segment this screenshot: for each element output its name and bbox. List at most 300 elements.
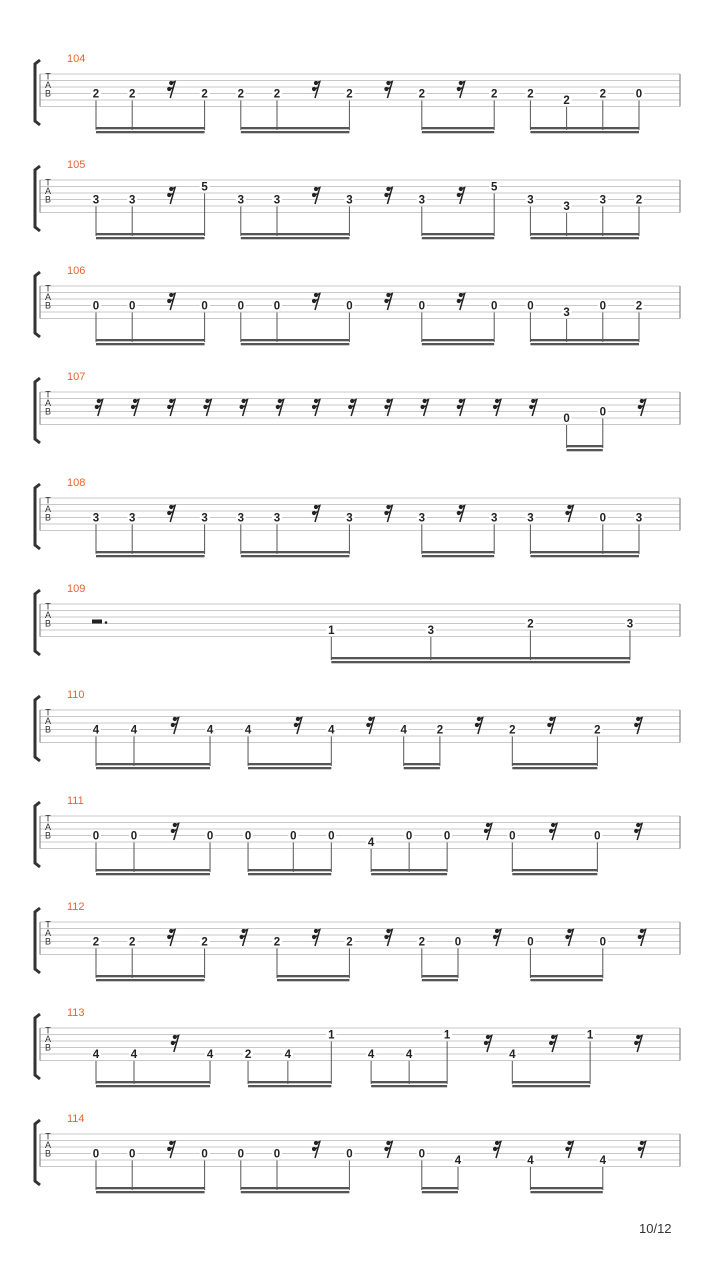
tab-clef-letter: T [45,601,51,612]
sixteenth-rest-icon [457,81,465,98]
fret-number: 2 [128,88,136,101]
tab-system [35,159,680,239]
fret-number: 3 [626,618,634,631]
beam [96,127,205,129]
tab-clef-letter: B [44,194,52,205]
sixteenth-rest-icon [549,1035,557,1052]
fret-number: 2 [635,194,643,207]
tab-clef-letter: T [45,813,51,824]
fret-number: 2 [594,724,601,737]
sixteenth-rest-icon [484,823,492,840]
measure-number: 113 [67,1007,85,1019]
beam [404,767,440,769]
beam [371,869,447,871]
sixteenth-rest-icon [457,187,465,204]
fret-number: 4 [206,1049,214,1061]
tab-clef-letter: A [44,716,52,727]
sixteenth-rest-icon [565,1141,573,1158]
sixteenth-rest-icon [384,81,392,98]
fret-number: 2 [346,936,353,949]
beam [241,343,350,345]
fret-number: 0 [527,300,534,313]
beam [248,873,331,875]
beam [422,1187,458,1189]
fret-number: 5 [201,181,208,194]
fret-number: 4 [527,1155,534,1167]
fret-number: 1 [443,1029,451,1042]
sixteenth-rest-icon [171,823,179,840]
fret-number: 3 [418,512,426,525]
beam [512,1081,590,1083]
beam [96,767,210,769]
fret-number: 1 [586,1029,594,1042]
system-bracket [35,166,40,231]
fret-number: 0 [92,830,100,843]
fret-number: 0 [599,512,607,525]
beam [241,555,350,557]
fret-number: 0 [244,830,252,843]
beam [422,233,494,235]
fret-number: 1 [328,1029,335,1042]
beam [96,1085,210,1087]
fret-number: 0 [599,936,607,949]
beam [248,1081,331,1083]
sixteenth-rest-icon [312,187,320,204]
beam [277,979,349,981]
beam [530,131,639,133]
fret-number: 3 [563,201,570,213]
fret-number: 3 [346,512,353,525]
beam [530,551,639,553]
fret-number: 2 [563,95,570,107]
tab-clef-letter: T [45,495,51,506]
fret-number: 3 [527,512,534,525]
sixteenth-rest-icon [457,293,465,310]
fret-number: 4 [328,724,335,737]
fret-number: 2 [436,724,444,737]
sixteenth-rest-icon [638,1141,646,1158]
measure-number: 105 [67,159,86,171]
fret-number: 4 [405,1049,413,1061]
sixteenth-rest-icon [312,293,320,310]
sixteenth-rest-icon [457,399,465,416]
beam [96,869,210,871]
fret-number: 3 [201,512,208,525]
tab-clef-letter: B [44,512,52,523]
fret-number: 0 [273,1148,281,1161]
beam [371,1081,447,1083]
sixteenth-rest-icon [493,399,501,416]
sixteenth-rest-icon [475,717,483,734]
sixteenth-rest-icon [203,399,211,416]
tab-clef-letter: B [44,88,52,99]
fret-number: 2 [237,88,245,101]
fret-number: 0 [201,1148,208,1161]
fret-number: 2 [244,1049,252,1061]
sixteenth-rest-icon [634,717,642,734]
measure-number: 107 [67,371,86,383]
beam [422,975,458,977]
beam [530,237,639,239]
fret-number: 0 [201,300,208,313]
sixteenth-rest-icon [95,399,103,416]
fret-number: 2 [509,724,516,737]
fret-number: 4 [92,724,100,737]
beam [512,1085,590,1087]
beam [96,339,205,341]
beam [530,979,602,981]
fret-number: 3 [237,512,245,525]
sixteenth-rest-icon [565,505,573,522]
fret-number: 4 [206,724,214,737]
tab-clef-letter: T [45,919,51,930]
sixteenth-rest-icon [565,929,573,946]
beam [422,237,494,239]
fret-number: 5 [490,181,498,194]
fret-number: 2 [92,88,100,101]
sixteenth-rest-icon [547,717,555,734]
beam [241,551,350,553]
fret-number: 4 [454,1155,462,1167]
fret-number: 3 [128,512,136,525]
tab-clef-letter: A [44,186,52,197]
fret-number: 2 [527,618,534,631]
beam [241,1191,350,1193]
fret-number: 2 [418,936,426,949]
beam [241,131,350,133]
sixteenth-rest-icon [167,187,175,204]
beam [96,551,205,553]
tab-clef-letter: T [45,389,51,400]
sixteenth-rest-icon [384,399,392,416]
sixteenth-rest-icon [312,929,320,946]
beam [422,1191,458,1193]
beam [530,1187,602,1189]
sixteenth-rest-icon [457,505,465,522]
beam [422,343,494,345]
fret-number: 1 [328,625,335,637]
sixteenth-rest-icon [171,1035,179,1052]
beam [96,873,210,875]
tab-clef-letter: A [44,292,52,303]
fret-number: 0 [509,830,516,843]
tab-system [35,583,680,663]
beam [96,237,205,239]
system-bracket [35,378,40,443]
fret-number: 0 [273,300,281,313]
tab-clef-letter: A [44,822,52,833]
fret-number: 3 [418,194,426,207]
beam [422,127,494,129]
fret-number: 3 [563,307,570,319]
tab-system [35,53,680,133]
fret-number: 3 [92,194,100,207]
beam [96,233,205,235]
sixteenth-rest-icon [167,505,175,522]
tab-clef-letter: T [45,1025,51,1036]
measure-number: 109 [67,583,86,595]
tab-clef-letter: A [44,504,52,515]
beam [241,237,350,239]
fret-number: 3 [527,194,534,207]
beam [567,449,603,451]
fret-number: 0 [92,1148,100,1161]
sixteenth-rest-icon [240,399,248,416]
sixteenth-rest-icon [638,399,646,416]
fret-number: 4 [400,724,407,737]
fret-number: 0 [346,300,353,313]
sixteenth-rest-icon [638,929,646,946]
measure-number: 104 [67,53,86,65]
system-bracket [35,590,40,655]
beam [530,127,639,129]
tab-system [35,1007,680,1087]
sixteenth-rest-icon [348,399,356,416]
tab-clef-letter: B [44,406,52,417]
beam [530,555,639,557]
sixteenth-rest-icon [384,1141,392,1158]
fret-number: 2 [273,88,281,101]
system-bracket [35,1014,40,1079]
fret-number: 4 [92,1049,100,1061]
fret-number: 0 [635,88,643,101]
tab-system [35,371,680,451]
beam [248,767,331,769]
beam [248,869,331,871]
beam [96,1187,205,1189]
fret-number: 0 [405,830,413,843]
fret-number: 4 [599,1155,607,1167]
fret-number: 2 [92,936,100,949]
sixteenth-rest-icon [634,823,642,840]
beam [277,975,349,977]
beam [371,1085,447,1087]
fret-number: 0 [237,1148,245,1161]
fret-number: 4 [244,724,252,737]
beam [96,131,205,133]
measure-number: 114 [67,1113,85,1125]
beam [248,1085,331,1087]
sixteenth-rest-icon [167,399,175,416]
beam [422,551,494,553]
beam [530,343,639,345]
tab-clef-letter: A [44,80,52,91]
beam [512,763,597,765]
fret-number: 2 [490,88,498,101]
tab-system [35,265,680,345]
tab-clef-letter: B [44,1042,52,1053]
tab-system [35,1113,680,1193]
system-bracket [35,1120,40,1185]
beam [96,343,205,345]
system-bracket [35,696,40,761]
beam [422,979,458,981]
tab-clef-letter: A [44,1034,52,1045]
beam [96,1191,205,1193]
sixteenth-rest-icon [493,929,501,946]
beam [96,555,205,557]
fret-number: 2 [635,300,643,313]
sixteenth-rest-icon [294,717,302,734]
fret-number: 0 [290,830,297,843]
system-bracket [35,272,40,337]
fret-number: 2 [418,88,426,101]
beam [331,657,630,659]
fret-number: 0 [206,830,214,843]
beam [530,975,602,977]
beam [248,763,331,765]
sixteenth-rest-icon [484,1035,492,1052]
beam [530,233,639,235]
tab-clef-letter: T [45,71,51,82]
beam [530,1191,602,1193]
sixteenth-rest-icon [549,823,557,840]
fret-number: 0 [454,936,462,949]
sixteenth-rest-icon [384,505,392,522]
tab-system [35,477,680,557]
fret-number: 0 [563,413,570,425]
system-bracket [35,60,40,125]
fret-number: 4 [367,1049,375,1061]
fret-number: 3 [237,194,245,207]
sixteenth-rest-icon [312,1141,320,1158]
sixteenth-rest-icon [366,717,374,734]
beam [512,767,597,769]
beam [371,873,447,875]
tab-clef-letter: A [44,928,52,939]
system-bracket [35,484,40,549]
tab-system [35,689,680,769]
beam [241,339,350,341]
measure-number: 106 [67,265,86,277]
sixteenth-rest-icon [312,399,320,416]
fret-number: 2 [346,88,353,101]
sixteenth-rest-icon [634,1035,642,1052]
fret-number: 3 [346,194,353,207]
fret-number: 0 [443,830,451,843]
beam [512,873,597,875]
fret-number: 3 [635,512,643,525]
fret-number: 0 [128,300,136,313]
fret-number: 0 [130,830,138,843]
tab-clef-letter: T [45,707,51,718]
tab-clef-letter: B [44,936,52,947]
sixteenth-rest-icon [167,293,175,310]
sixteenth-rest-icon [312,505,320,522]
sixteenth-rest-icon [421,399,429,416]
tab-clef-letter: T [45,1131,51,1142]
beam [422,555,494,557]
measure-number: 111 [67,795,84,807]
sixteenth-rest-icon [167,1141,175,1158]
tab-clef-letter: A [44,398,52,409]
sixteenth-rest-icon [167,81,175,98]
sixteenth-rest-icon [493,1141,501,1158]
tab-clef-letter: B [44,618,52,629]
system-bracket [35,802,40,867]
fret-number: 3 [273,512,281,525]
tab-clef-letter: T [45,177,51,188]
half-rest-icon [92,620,102,624]
beam [241,1187,350,1189]
fret-number: 0 [328,830,335,843]
sixteenth-rest-icon [276,399,284,416]
sixteenth-rest-icon [384,929,392,946]
sixteenth-rest-icon [384,187,392,204]
fret-number: 4 [130,724,138,737]
tab-clef-letter: A [44,1140,52,1151]
fret-number: 0 [237,300,245,313]
fret-number: 0 [599,300,607,313]
sixteenth-rest-icon [384,293,392,310]
fret-number: 2 [599,88,607,101]
tab-clef-letter: B [44,830,52,841]
fret-number: 4 [284,1049,292,1061]
beam [530,339,639,341]
beam [567,445,603,447]
fret-number: 3 [427,625,435,637]
fret-number: 3 [273,194,281,207]
measure-number: 108 [67,477,86,489]
fret-number: 3 [599,194,607,207]
beam [241,233,350,235]
fret-number: 2 [128,936,136,949]
sixteenth-rest-icon [240,929,248,946]
fret-number: 0 [527,936,534,949]
tab-clef-letter: B [44,724,52,735]
beam [96,975,205,977]
tab-clef-letter: B [44,300,52,311]
fret-number: 0 [418,1148,426,1161]
tab-clef-letter: T [45,283,51,294]
sixteenth-rest-icon [167,929,175,946]
beam [422,339,494,341]
fret-number: 0 [594,830,601,843]
beam [422,131,494,133]
fret-number: 0 [346,1148,353,1161]
fret-number: 2 [201,936,208,949]
beam [96,979,205,981]
sixteenth-rest-icon [171,717,179,734]
tab-system [35,795,680,875]
sixteenth-rest-icon [529,399,537,416]
beam [96,763,210,765]
fret-number: 2 [527,88,534,101]
sixteenth-rest-icon [131,399,139,416]
beam [96,1081,210,1083]
tab-system [35,901,680,981]
fret-number: 4 [367,837,375,849]
fret-number: 4 [509,1049,516,1061]
fret-number: 2 [273,936,281,949]
sixteenth-rest-icon [312,81,320,98]
measure-number: 110 [67,689,85,701]
fret-number: 0 [418,300,426,313]
beam [512,869,597,871]
fret-number: 0 [599,406,607,419]
fret-number: 3 [490,512,498,525]
tab-clef-letter: B [44,1148,52,1159]
rest-dot [105,621,108,624]
fret-number: 0 [92,300,100,313]
fret-number: 3 [92,512,100,525]
fret-number: 3 [128,194,136,207]
fret-number: 0 [490,300,498,313]
beam [404,763,440,765]
tab-clef-letter: A [44,610,52,621]
measure-number: 112 [67,901,85,913]
beam [331,661,630,663]
